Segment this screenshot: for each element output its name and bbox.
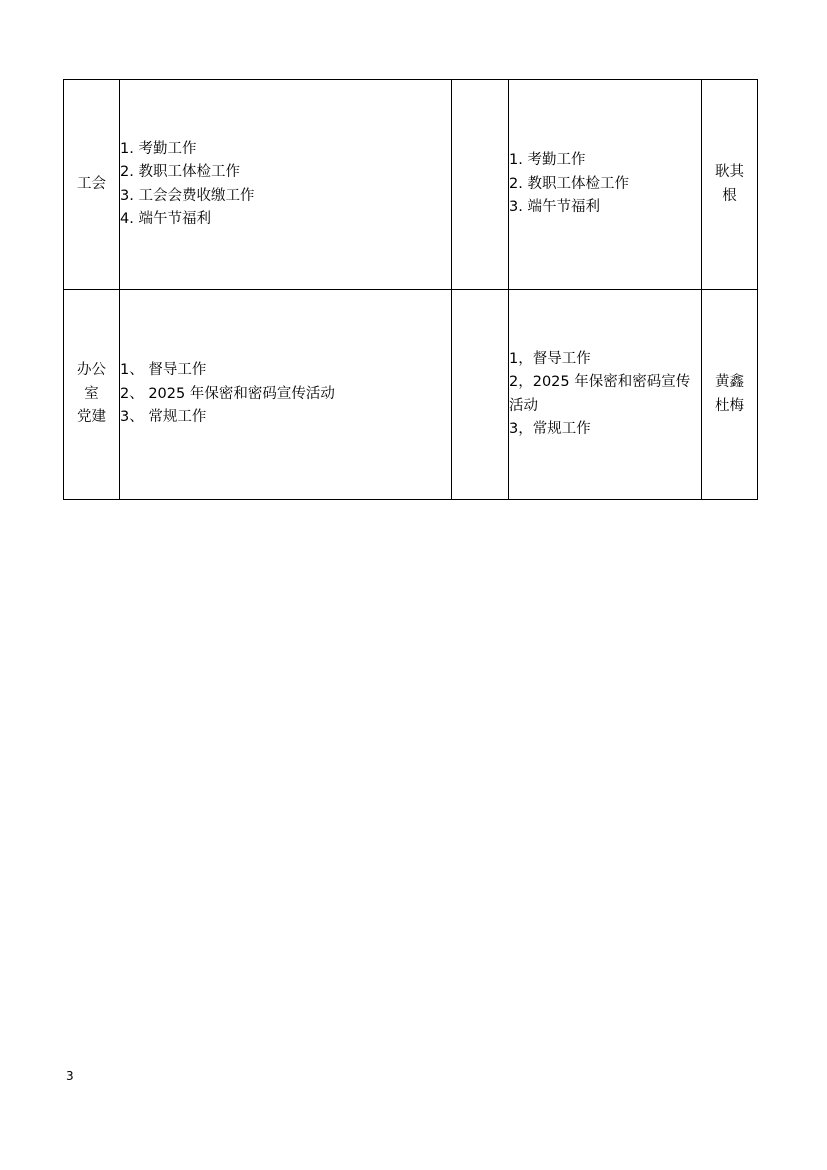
- department-label: 党建: [77, 409, 106, 426]
- department-label: 工会: [77, 175, 106, 192]
- department-cell: [64, 80, 120, 290]
- list-item: 2、 2025 年保密和密码宣传活动: [120, 385, 335, 402]
- list-item: 1. 考勤工作: [509, 152, 586, 169]
- owner-cell: [702, 290, 758, 500]
- plan-items-cell: [120, 80, 452, 290]
- owner-name: 杜梅: [715, 397, 744, 414]
- plan-items-cell: [120, 290, 452, 500]
- list-item: 1. 考勤工作: [120, 140, 197, 157]
- list-item: 3、 常规工作: [120, 409, 207, 426]
- list-item: 2. 教职工体检工作: [120, 164, 240, 180]
- department-label: 办公: [77, 362, 106, 379]
- list-item: 3. 端午节福利: [509, 199, 600, 216]
- table-row: [64, 80, 758, 290]
- list-item: 2，2025 年保密和密码宣传活动: [509, 374, 691, 414]
- table-row: [64, 290, 758, 500]
- completed-items-cell: [509, 80, 702, 290]
- blank-cell: [452, 80, 509, 290]
- blank-cell: [452, 290, 509, 500]
- department-cell: [64, 290, 120, 500]
- department-label: 室: [84, 385, 99, 402]
- owner-name: 耿其: [715, 164, 744, 180]
- completed-items-cell: [509, 290, 702, 500]
- list-item: 3，常规工作: [509, 421, 591, 437]
- owner-cell: [702, 80, 758, 290]
- owner-name: 根: [722, 187, 737, 204]
- list-item: 1、 督导工作: [120, 362, 207, 379]
- list-item: 1，督导工作: [509, 350, 591, 367]
- list-item: 2. 教职工体检工作: [509, 175, 629, 192]
- page-number: 3: [66, 1069, 74, 1083]
- list-item: 3. 工会会费收缴工作: [120, 187, 255, 204]
- work-plan-table: [63, 79, 758, 500]
- owner-name: 黄鑫: [715, 374, 744, 390]
- list-item: 4. 端午节福利: [120, 211, 211, 227]
